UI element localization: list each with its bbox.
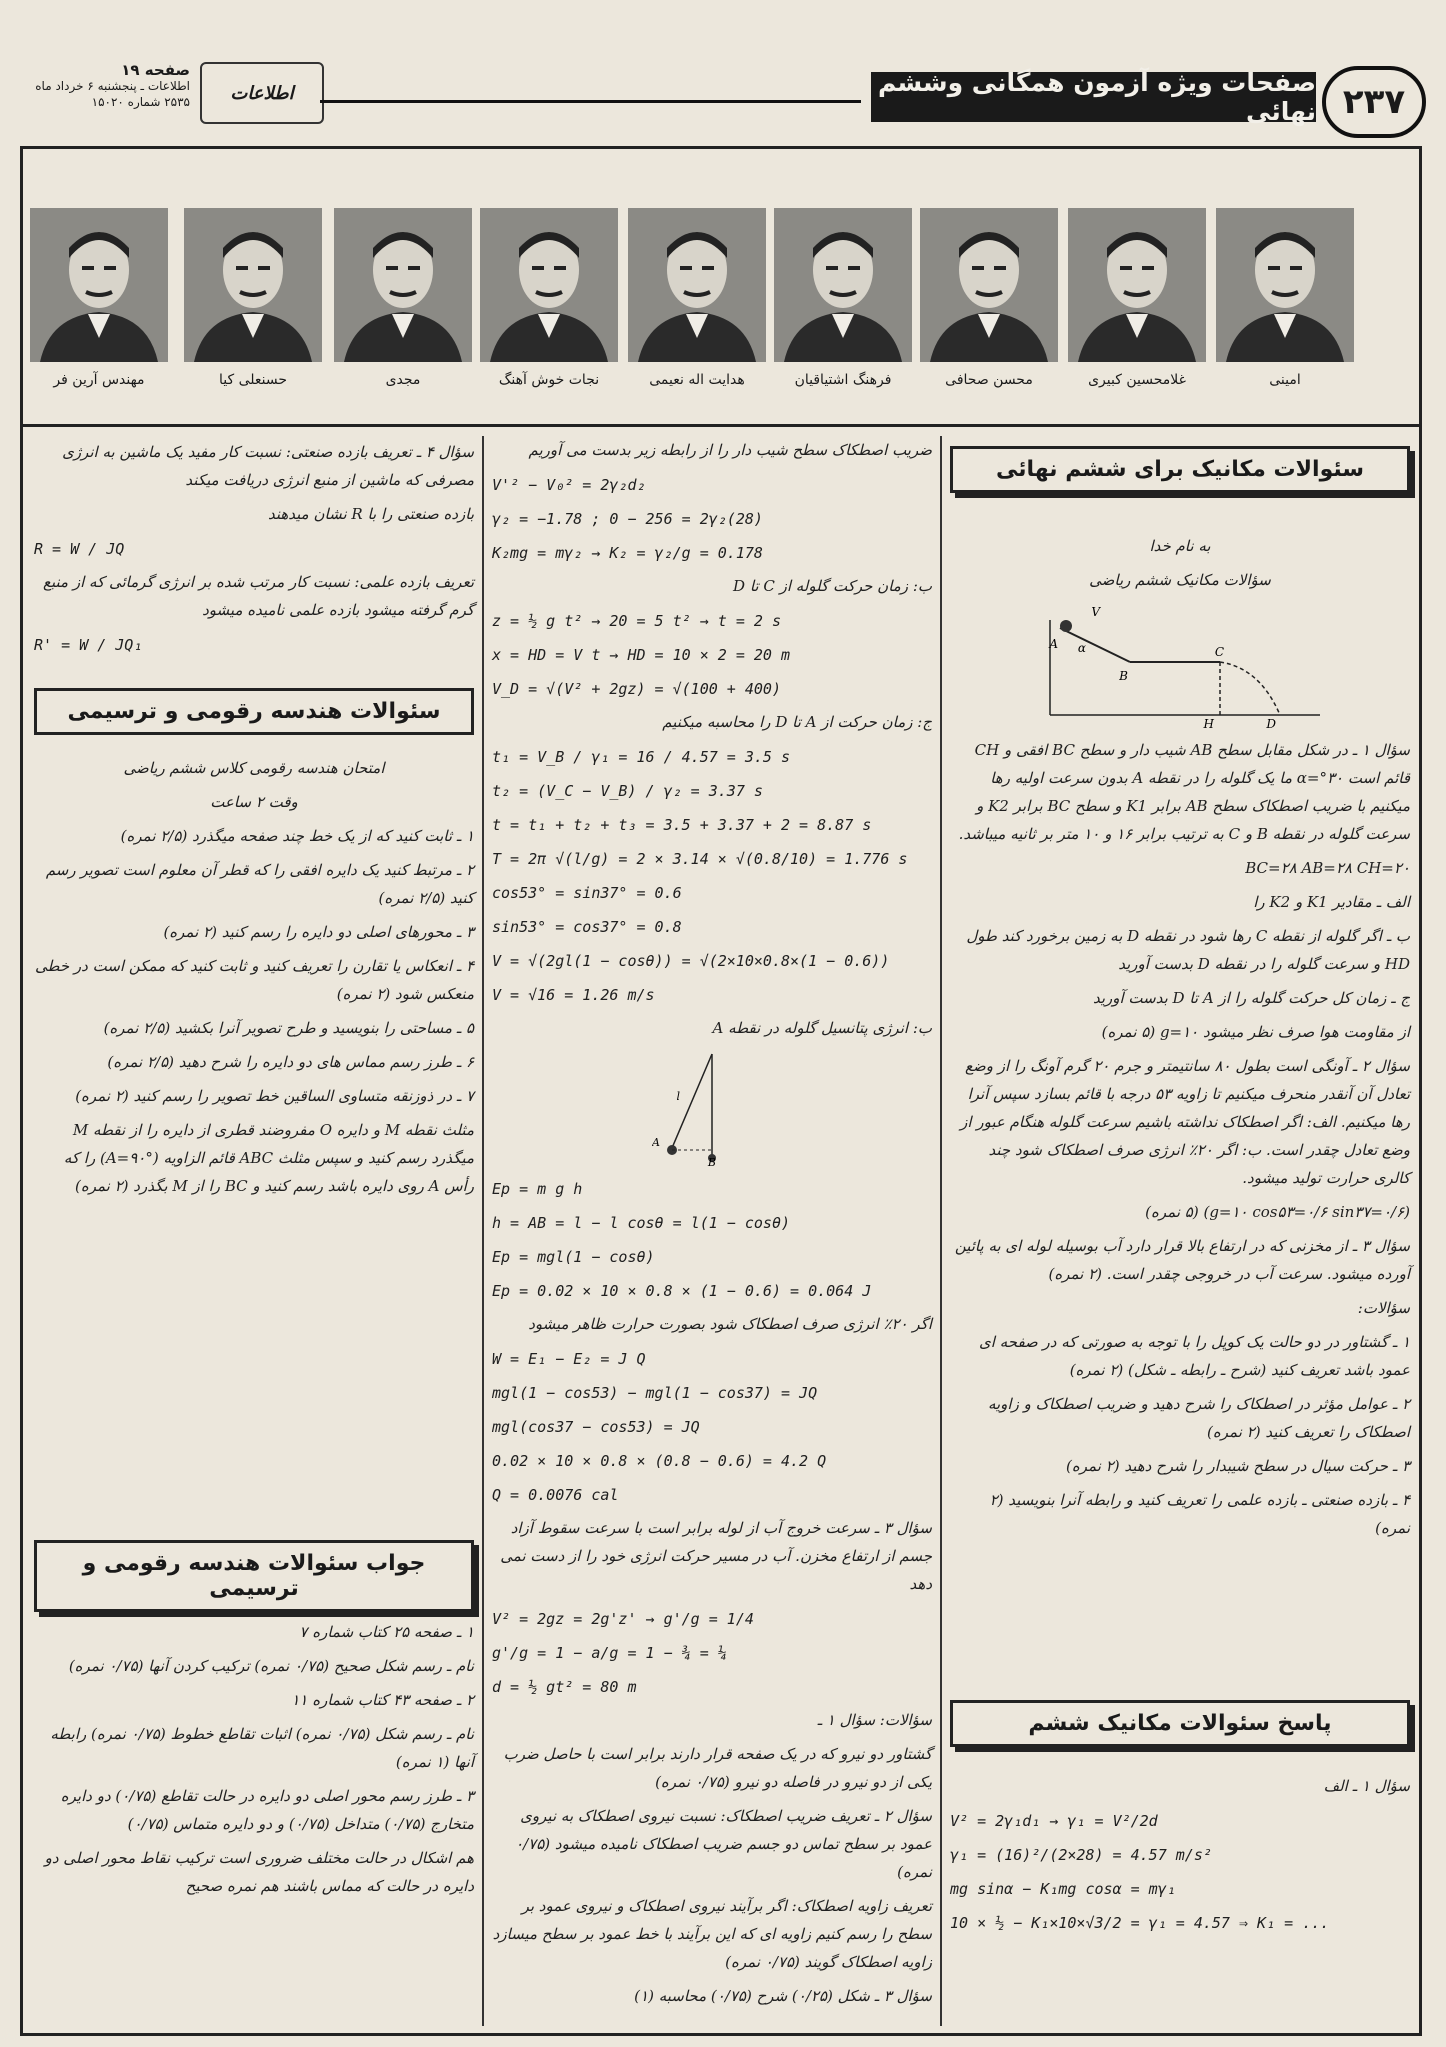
author-card	[1216, 208, 1354, 388]
author-name: غلامحسین کبیری	[1088, 372, 1186, 388]
answer-friction-coefficient: سؤال ۲ ـ تعریف ضریب اصطکاک: نسبت نیروی اصطکاک به نیروی عمود بر سطح تماس دو جسم ضریب اصطکاک نامیده میشود (۰/۷۵ نمره)	[515, 1807, 932, 1881]
question-1-part-b: ب ـ اگر گلوله از نقطه C رها شود در نقطه D به زمین برخورد کند طول HD و سرعت گلوله را در نقطه D بدست آورید	[966, 927, 1410, 973]
question-1-part-c: ج ـ زمان کل حرکت گلوله را از A تا D بدست آورید	[1092, 989, 1410, 1007]
svg-text:A: A	[652, 1136, 660, 1149]
author-card	[480, 208, 618, 388]
author-name: مهندس آرین فر	[53, 372, 145, 388]
svg-text:C: C	[1214, 645, 1224, 659]
math-block-6	[492, 1604, 932, 1702]
equation-line: Ep = 0.02 × 10 × 0.8 × (1 − 0.6) = 0.064 J	[492, 1282, 872, 1300]
equation-line: W = E₁ − E₂ = J Q	[492, 1350, 646, 1368]
equation-line: V_D = √(V² + 2gz) = √(100 + 400)	[492, 680, 781, 698]
question-2: سؤال ۲ ـ آونگی است بطول ۸۰ سانتیمتر و جرم ۲۰ گرم آونگ را از وضع تعادل آن آنقدر منحرف میکنیم تا زاویه ۵۳ درجه با قائم بسازد سپس آنرا رها میکنیم. الف: اگر اصطکاک نداشته باشیم سرعت گلوله هنگام عبور از وضع تعادل چقدر است. ب: اگر ۲۰٪ انرژی صرف اصطکاک شود چند کالری حرارت تولید میشود.	[960, 1057, 1410, 1187]
equation-line: g'/g = 1 − a/g = 1 − ¾ = ¼	[492, 1644, 727, 1662]
author-portrait	[480, 208, 618, 362]
math-block-5	[492, 1344, 932, 1510]
equation-line: γ₁ = (16)²/(2×28) = 4.57 m/s²	[950, 1846, 1212, 1864]
question-1-given: BC=۲۸ AB=۲۸ CH=۲۰	[1245, 859, 1410, 877]
equation-line: γ₂ = −1.78 ; 0 − 256 = 2γ₂(28)	[492, 510, 763, 528]
answer-3-scoring: سؤال ۳ ـ شکل (۰/۲۵) شرح (۰/۷۵) محاسبه (۱)	[634, 1987, 932, 2005]
answer-torque: گشتاور دو نیرو که در یک صفحه قرار دارند برابر است با حاصل ضرب یکی از دو نیرو در فاصله دو نیرو (۰/۷۵ نمره)	[503, 1745, 932, 1791]
author-portrait	[1216, 208, 1354, 362]
geometry-questions-title: سئوالات هندسه رقومی و ترسیمی	[34, 688, 474, 735]
svg-text:B: B	[707, 1156, 716, 1168]
svg-text:B: B	[1119, 669, 1128, 683]
page-header	[20, 62, 1426, 140]
author-card	[334, 208, 472, 388]
publication-date: اطلاعات ـ پنجشنبه ۶ خرداد ماه	[35, 79, 190, 93]
equation-line: T = 2π √(l/g) = 2 × 3.14 × √(0.8/10) = 1.776 s	[492, 850, 908, 868]
author-name: مجدی	[385, 372, 421, 388]
author-name: امینی	[1269, 372, 1301, 388]
svg-text:α: α	[1077, 641, 1086, 655]
answers-heading: سؤالات: سؤال ۱ ـ	[817, 1711, 932, 1729]
equation-line: Ep = m g h	[492, 1180, 583, 1198]
author-portrait	[184, 208, 322, 362]
author-name: حسنعلی کیا	[218, 372, 288, 388]
geometry-question-8: مثلث نقطه M و دایره O مفروضند قطری از دایره را از نقطه M میگذرد رسم کنید و سپس مثلث ABC قائم الزاویه (A=۹۰°) را که رأس A روی دایره باشد رسم کنید و BC را از M بگذرد (۲ نمره)	[63, 1121, 474, 1195]
geometry-question-4: ۴ ـ انعکاس یا تقارن را تعریف کنید و ثابت کنید که ممکن است در خطی منعکس شود (۲ نمره)	[35, 957, 474, 1003]
geometry-answer-3-detail: هم اشکال در حالت مختلف ضروری است ترکیب نقاط محور اصلی دو دایره در حالت که مماس باشند هم نمره صحیح	[44, 1849, 474, 1895]
math-block-4	[492, 1174, 932, 1306]
equation-line: t₁ = V_B / γ₁ = 16 / 4.57 = 3.5 s	[492, 748, 791, 766]
equation-line: d = ½ gt² = 80 m	[492, 1678, 637, 1696]
question-2-given: (g=۱۰ cos۵۳=۰/۶ sin۳۷=۰/۶) (۵ نمره)	[1145, 1203, 1410, 1221]
intro-line: به نام خدا	[1149, 537, 1211, 555]
newspaper-masthead-logo: اطلاعات	[200, 62, 324, 124]
efficiency-symbol-note: بازده صنعتی را با R نشان میدهند	[267, 505, 474, 523]
geometry-column	[34, 432, 474, 2030]
equation-line: x = HD = V t → HD = 10 × 2 = 20 m	[492, 646, 791, 664]
author-card	[30, 208, 168, 388]
geometry-question-3: ۳ ـ محورهای اصلی دو دایره را رسم کنید (۲ نمره)	[163, 923, 474, 941]
column-divider-right	[940, 436, 942, 2026]
equation-line: mgl(1 − cos53) − mgl(1 − cos37) = JQ	[492, 1384, 818, 1402]
answer-friction-angle: تعریف زاویه اصطکاک: اگر برآیند نیروی اصطکاک و نیروی عمود بر سطح را رسم کنیم زاویه ای که این برآیند با خط عمود بر سطح میسازد زاویه اصطکاک گویند (۰/۷۵ نمره)	[492, 1897, 932, 1971]
geometry-exam-intro: امتحان هندسه رقومی کلاس ششم ریاضی	[123, 759, 385, 777]
author-portrait	[334, 208, 472, 362]
energy-text: ب: انرژی پتانسیل گلوله در نقطه A	[712, 1019, 932, 1037]
definition-question-1: ۱ ـ گشتاور در دو حالت یک کوپل را با توجه به صورتی که در صفحه ای عمود باشد تعریف کنید (شرح ـ رابطه ـ شکل) (۲ نمره)	[979, 1333, 1410, 1379]
intro-subtitle: سؤالات مکانیک ششم ریاضی	[1089, 571, 1271, 589]
geometry-question-2: ۲ ـ مرتبط کنید یک دایره افقی را که قطر آن معلوم است تصویر رسم کنید (۲/۵ نمره)	[45, 861, 474, 907]
equation-line: t = t₁ + t₂ + t₃ = 3.5 + 3.37 + 2 = 8.87 s	[492, 816, 872, 834]
question-1-note: از مقاومت هوا صرف نظر میشود g=۱۰ (۵ نمره)	[1101, 1023, 1410, 1041]
author-card	[184, 208, 322, 388]
equation-line: K₂mg = mγ₂ → K₂ = γ₂/g = 0.178	[492, 544, 763, 562]
mechanics-questions-title: سئوالات مکانیک برای ششم نهائی	[950, 446, 1410, 493]
geometry-answer-2: ۲ ـ صفحه ۴۳ کتاب شماره ۱۱	[291, 1691, 474, 1709]
efficiency-definition: سؤال ۴ ـ تعریف بازده صنعتی: نسبت کار مفید یک ماشین به انرژی مصرفی که ماشین از منبع انرژی دریافت میکند	[62, 443, 474, 489]
scientific-efficiency-definition: تعریف بازده علمی: نسبت کار مرتب شده بر انرژی گرمائی که از منبع گرم گرفته میشود بازده علمی نامیده میشود	[43, 573, 474, 619]
equation-line: sin53° = cos37° = 0.8	[492, 918, 682, 936]
header-title: صفحات ویژه آزمون همگانی وششم نهائی	[871, 72, 1316, 122]
geometry-question-1: ۱ ـ ثابت کنید که از یک خط چند صفحه میگذرد (۲/۵ نمره)	[120, 827, 474, 845]
mechanics-answers-title: پاسخ سئوالات مکانیک ششم	[950, 1700, 1410, 1747]
geometry-answer-1-detail: نام ـ رسم شکل صحیح (۰/۷۵ نمره) ترکیب کردن آنها (۰/۷۵ نمره)	[68, 1657, 474, 1675]
equation-line: mg sinα − K₁mg cosα = mγ₁	[950, 1880, 1176, 1898]
geometry-exam-time: وقت ۲ ساعت	[210, 793, 298, 811]
svg-text:V: V	[1091, 605, 1100, 619]
equation-line: Q = 0.0076 cal	[492, 1486, 619, 1504]
definitions-title: سؤالات:	[1357, 1299, 1410, 1317]
author-portrait	[774, 208, 912, 362]
equation-line: cos53° = sin37° = 0.6	[492, 884, 682, 902]
author-name: هدایت اله نعیمی	[649, 372, 745, 388]
heat-text: اگر ۲۰٪ انرژی صرف اصطکاک شود بصورت حرارت ظاهر میشود	[528, 1315, 932, 1333]
question-3: سؤال ۳ ـ از مخزنی که در ارتفاع بالا قرار دارد آب بوسیله لوله ای به پائین آورده میشود. سرعت آب در خروجی چقدر است. (۲ نمره)	[954, 1237, 1410, 1283]
authors-photo-row	[30, 208, 1420, 408]
time-text: ب: زمان حرکت گلوله از C تا D	[733, 577, 932, 595]
author-card	[774, 208, 912, 388]
header-rule	[320, 100, 861, 103]
column-divider-left	[482, 436, 484, 2026]
definition-question-2: ۲ ـ عوامل مؤثر در اصطکاک را شرح دهید و ضریب اصطکاک و زاویه اصطکاک را تعریف کنید (۲ نمره)	[987, 1395, 1410, 1441]
svg-text:H: H	[1203, 717, 1214, 730]
equation-line: V = √16 = 1.26 m/s	[492, 986, 655, 1004]
publication-page: صفحه ۱۹	[121, 61, 190, 79]
question-1: سؤال ۱ ـ در شکل مقابل سطح AB شیب دار و سطح BC افقی و CH قائم است ۳۰°=α ما یک گلوله را در نقطه A بدون سرعت اولیه رها میکنیم با ضریب اصطکاک سطح AB برابر K1 و سطح BC برابر K2 و سرعت گلوله در نقطه B و C به ترتیب برابر ۱۶ و ۱۰ متر بر ثانیه میباشد.	[958, 741, 1410, 843]
definition-question-3: ۳ ـ حرکت سیال در سطح شیبدار را شرح دهید (۲ نمره)	[1066, 1457, 1410, 1475]
equation-line: mgl(cos37 − cos53) = JQ	[492, 1418, 700, 1436]
equation-line: 0.02 × 10 × 0.8 × (0.8 − 0.6) = 4.2 Q	[492, 1452, 827, 1470]
answer-1-math	[950, 1806, 1410, 1938]
equation-line: V² = 2gz = 2g'z' → g'/g = 1/4	[492, 1610, 754, 1628]
math-block-2	[492, 606, 932, 704]
equation-line: 10 × ½ − K₁×10×√3/2 = γ₁ = 4.57 ⇒ K₁ = ...	[950, 1914, 1330, 1932]
author-card	[628, 208, 766, 388]
mechanics-questions-column	[950, 432, 1410, 2030]
definition-question-4: ۴ ـ بازده صنعتی ـ بازده علمی را تعریف کنید و رابطه آنرا بنویسید (۲ نمره)	[989, 1491, 1410, 1537]
incline-diagram	[1030, 600, 1330, 730]
geometry-answer-1: ۱ ـ صفحه ۲۵ کتاب شماره ۷	[299, 1623, 474, 1641]
svg-text:A: A	[1049, 637, 1058, 651]
author-card	[920, 208, 1058, 388]
geometry-question-6: ۶ ـ طرز رسم مماس های دو دایره را شرح دهید (۲/۵ نمره)	[107, 1053, 474, 1071]
author-card	[1068, 208, 1206, 388]
equation-line: t₂ = (V_C − V_B) / γ₂ = 3.37 s	[492, 782, 763, 800]
author-name: فرهنگ اشتیاقیان	[794, 372, 892, 388]
question-1-part-a: الف ـ مقادیر K1 و K2 را	[1253, 893, 1410, 911]
efficiency-formula: R = W / JQ	[34, 540, 125, 558]
geometry-question-5: ۵ ـ مساحتی را بنویسید و طرح تصویر آنرا بکشید (۲/۵ نمره)	[103, 1019, 474, 1037]
equation-line: V = √(2gl(1 − cosθ)) = √(2×10×0.8×(1 − 0.6))	[492, 952, 890, 970]
geometry-question-7: ۷ ـ در ذوزنقه متساوی الساقین خط تصویر را رسم کنید (۲ نمره)	[75, 1087, 474, 1105]
equation-line: V'² − V₀² = 2γ₂d₂	[492, 476, 646, 494]
equation-line: Ep = mgl(1 − cosθ)	[492, 1248, 655, 1266]
geometry-answers-title: جواب سئوالات هندسه رقومی و ترسیمی	[34, 1540, 474, 1612]
scientific-efficiency-formula: R' = W / JQ₁	[34, 636, 143, 654]
page-number-badge: ۲۳۷	[1322, 66, 1426, 138]
geometry-answer-3: ۳ ـ طرز رسم محور اصلی دو دایره در حالت تقاطع (۰/۷۵) دو دایره متخارج (۰/۷۵) متداخل (۰/۷۵) و دو دایره متماس (۰/۷۵)	[60, 1787, 474, 1833]
author-portrait	[30, 208, 168, 362]
answer-1-heading: سؤال ۱ ـ الف	[1323, 1777, 1410, 1795]
author-name: محسن صحافی	[945, 372, 1033, 388]
publication-issue: ۲۵۳۵ شماره ۱۵۰۲۰	[91, 95, 190, 109]
svg-text:l: l	[676, 1090, 680, 1103]
question-3-answer: سؤال ۳ ـ سرعت خروج آب از لوله برابر است با سرعت سقوط آزاد جسم از ارتفاع مخزن. آب در مسیر حرکت انرژی خود را از دست نمی دهد	[500, 1519, 932, 1593]
svg-text:D: D	[1266, 717, 1276, 730]
math-block-3	[492, 742, 932, 1010]
pendulum-diagram	[652, 1048, 772, 1168]
total-time-text: ج: زمان حرکت از A تا D را محاسبه میکنیم	[662, 713, 932, 731]
mechanics-answers-column	[492, 432, 932, 2030]
equation-line: V² = 2γ₁d₁ → γ₁ = V²/2d	[950, 1812, 1158, 1830]
author-portrait	[628, 208, 766, 362]
friction-intro: ضریب اصطکاک سطح شیب دار را از رابطه زیر بدست می آوریم	[528, 441, 932, 459]
author-name: نجات خوش آهنگ	[498, 372, 600, 388]
photos-divider	[20, 424, 1422, 427]
geometry-answer-2-detail: نام ـ رسم شکل (۰/۷۵ نمره) اثبات تقاطع خطوط (۰/۷۵ نمره) رابطه آنها (۱ نمره)	[50, 1725, 474, 1771]
equation-line: h = AB = l − l cosθ = l(1 − cosθ)	[492, 1214, 791, 1232]
math-block-1	[492, 470, 932, 568]
equation-line: z = ½ g t² → 20 = 5 t² → t = 2 s	[492, 612, 781, 630]
author-portrait	[1068, 208, 1206, 362]
author-portrait	[920, 208, 1058, 362]
publication-info	[20, 62, 190, 110]
